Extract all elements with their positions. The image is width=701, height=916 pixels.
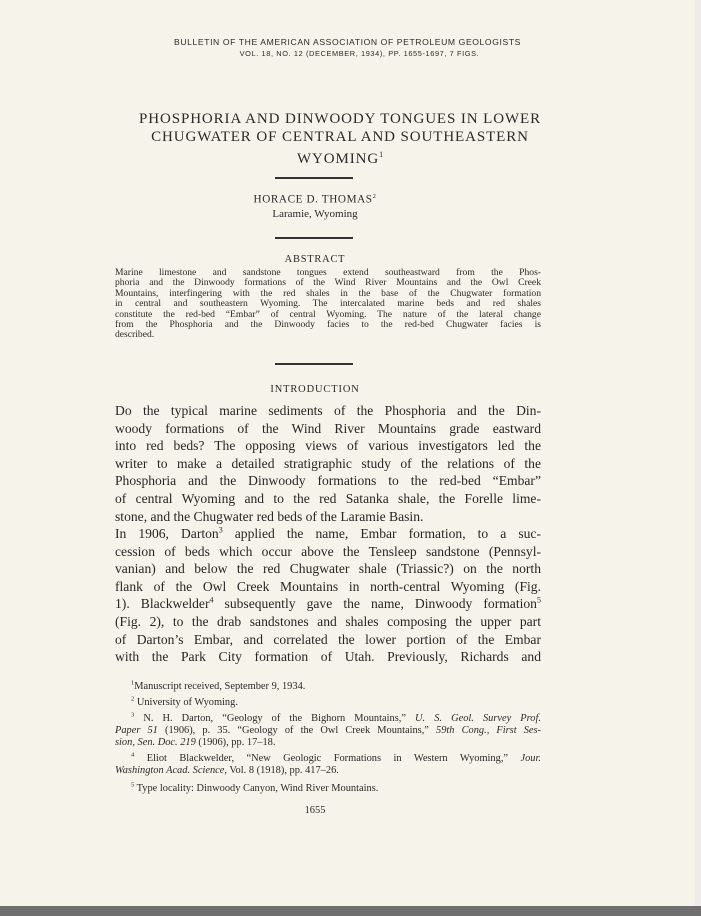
body-text: 1). Blackwelder (115, 596, 210, 612)
footnote-citation: Jour. (520, 753, 541, 764)
abstract-line: described. (115, 329, 155, 341)
body-line: (Fig. 2), to the drab sandstones and shales composing the upper part (115, 613, 541, 629)
body-line: vanian) and below the red Chugwater shale (Triassic?) on the north (115, 561, 541, 577)
footnote-number: 5 (131, 781, 135, 789)
footnote-text: University of Wyoming. (136, 697, 238, 708)
title-line-1: PHOSPHORIA AND DINWOODY TONGUES IN LOWER (139, 111, 541, 127)
footnote-citation: sion, Sen. Doc. 219 (115, 737, 196, 748)
body-line: into red beds? The opposing views of various investigators led the (115, 438, 541, 454)
footnote-text: (1906), pp. 17–18. (195, 737, 276, 748)
footnote-line (115, 753, 541, 765)
footnote-text: Type locality: Dinwoody Canyon, Wind River Mountains. (136, 783, 379, 794)
footnote-marker: 5 (536, 595, 541, 605)
title-footnote-marker: 1 (379, 150, 384, 159)
article-title (60, 110, 620, 168)
body-line (115, 595, 541, 613)
footnote-citation: U. S. Geol. Survey Prof. (415, 713, 541, 724)
body-line: of Darton’s Embar, and correlated the lower portion of the Embar (115, 631, 541, 647)
abstract-line: from the Phosphoria and the Dinwoody facies to the red-bed Chugwater facies is (115, 319, 541, 331)
footnote-line (115, 713, 541, 725)
abstract-line: constitute the red-bed “Embar” of central Wyoming. The nature of the lateral change (115, 308, 541, 320)
title-divider (275, 177, 353, 179)
footnote-2 (115, 697, 541, 709)
abstract-line: Mountains, interfingering with the red shales in the base of the Chugwater formation (115, 287, 541, 299)
viewer-margin-right (695, 0, 701, 916)
footnote-line (115, 725, 541, 737)
viewer-margin-bottom (0, 906, 701, 916)
footnote-line (115, 765, 541, 777)
body-text: applied the name, Embar formation, to a suc- (222, 526, 541, 541)
footnote-line (115, 737, 541, 749)
introduction-heading: INTRODUCTION (270, 384, 360, 395)
introduction-paragraph-1 (115, 402, 541, 525)
footnote-text: N. H. Darton, “Geology of the Bighorn Mountains,” (143, 713, 416, 724)
body-line (115, 402, 541, 420)
footnote-text: , Vol. 8 (1918), pp. 417–26. (224, 765, 339, 776)
author-footnote-marker: 2 (372, 193, 377, 200)
author-name-text: HORACE D. THOMAS (253, 193, 373, 206)
footnote-text: Eliot Blackwelder, “New Geologic Formations in Western Wyoming,” (146, 753, 521, 764)
footnote-5 (115, 783, 541, 795)
body-line: flank of the Owl Creek Mountains in north-central Wyoming (Fig. (115, 578, 541, 594)
body-line (115, 525, 541, 543)
abstract-heading: ABSTRACT (284, 254, 346, 265)
footnote-number: 3 (131, 711, 135, 719)
footnote-marker: 4 (209, 595, 214, 605)
footnote-citation: Washington Acad. Science (115, 765, 225, 776)
footnote-number: 1 (131, 679, 135, 687)
footnote-citation: 59th Cong., First Ses- (436, 725, 541, 736)
title-line-3-text: WYOMING (296, 151, 380, 167)
footnote-3 (115, 713, 541, 749)
introduction-paragraph-2 (115, 525, 541, 666)
journal-header: BULLETIN OF THE AMERICAN ASSOCIATION OF PETROLEUM GEOLOGISTS (173, 37, 522, 47)
footnote-text: Manuscript received, September 9, 1934. (134, 681, 306, 692)
issue-line: VOL. 18, NO. 12 (DECEMBER, 1934), PP. 1655-1697, 7 FIGS. (239, 49, 480, 58)
footnote-4 (115, 753, 541, 777)
abstract-text (115, 268, 541, 341)
abstract-divider (275, 363, 353, 365)
body-text: subsequently gave the name, Dinwoody formation (213, 596, 537, 612)
body-line: stone, and the Chugwater red beds of the Laramie Basin. (115, 508, 424, 524)
footnote-marker: 3 (218, 525, 223, 535)
footnote-number: 2 (131, 695, 135, 703)
author-divider (275, 237, 353, 239)
page-number: 1655 (304, 805, 326, 816)
title-line-3 (60, 146, 620, 168)
author-name (0, 193, 630, 206)
body-text: In 1906, Darton (115, 526, 219, 541)
footnote-text: (1906), p. 35. “Geology of the Owl Creek Mountains,” (157, 725, 437, 736)
body-line: woody formations of the Wind River Mountains grade eastward (115, 420, 541, 436)
body-line: writer to make a detailed stratigraphic study of the relations of the (115, 455, 541, 471)
title-line-2: CHUGWATER OF CENTRAL AND SOUTHEASTERN (151, 129, 529, 145)
abstract-line: in central and southeastern Wyoming. The intercalated marine beds and red shales (115, 298, 541, 310)
footnote-1 (115, 681, 541, 693)
footnote-number: 4 (131, 751, 135, 759)
abstract-line: phoria and the Dinwoody formations of the Wind River Mountains and the Owl Creek (115, 277, 541, 289)
body-line: Phosphoria and the Dinwoody formations to the red-bed “Embar” (115, 473, 541, 489)
footnote-citation: Paper 51 (115, 725, 158, 736)
body-line-text: Do the typical marine sediments of the Phosphoria and the Din- (115, 403, 541, 418)
abstract-line: Marine limestone and sandstone tongues extend southeastward from the Phos- (115, 267, 541, 278)
body-line: of central Wyoming and to the red Satanka shale, the Forelle lime- (115, 490, 541, 506)
body-line: cession of beds which occur above the Tensleep sandstone (Pennsyl- (115, 543, 541, 559)
body-line: with the Park City formation of Utah. Previously, Richards and (115, 649, 541, 665)
author-location: Laramie, Wyoming (272, 208, 358, 220)
